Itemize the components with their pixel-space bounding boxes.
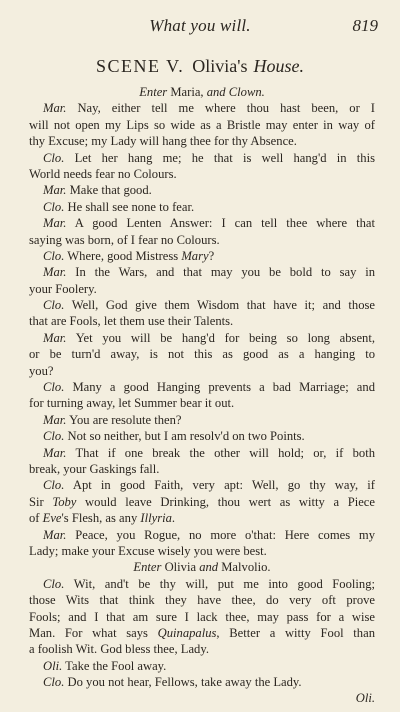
- speaker-name: Mar.: [43, 101, 67, 116]
- stage-direction: [29, 559, 375, 575]
- text-run: Enter: [133, 560, 165, 575]
- text-run: Let her hang me; he that is well hang'd in this: [64, 150, 375, 165]
- dialogue-line: [29, 494, 375, 510]
- dialogue-line: [29, 264, 375, 280]
- scene-location-name: Olivia's: [192, 56, 248, 76]
- speaker-name: Mar.: [43, 265, 67, 280]
- dialogue-line: [29, 182, 375, 198]
- running-title: What you will.: [149, 16, 251, 35]
- catchword: [29, 690, 375, 706]
- text-run: ?: [208, 248, 215, 263]
- dialogue-line: [29, 133, 375, 149]
- dialogue-line: [29, 100, 375, 116]
- dialogue-line: [29, 510, 375, 526]
- dialogue-line: [29, 674, 375, 690]
- speaker-name: Clo.: [43, 150, 65, 165]
- dialogue-line: [29, 395, 375, 411]
- scene-label: SCENE V.: [95, 56, 185, 76]
- text-run: .: [171, 511, 176, 526]
- text-run: Nay, either tell me where thou hast been, or I: [66, 101, 375, 116]
- dialogue-line: [29, 232, 375, 248]
- text-run: Enter: [139, 85, 171, 99]
- text-run: Mary: [181, 248, 209, 263]
- text-run: Well, God give them Wisdom that have it; and those: [64, 298, 375, 313]
- text-run: Yet you will be hang'd for being so long absent,: [66, 330, 375, 345]
- dialogue-line: [29, 412, 375, 428]
- text-run: will not open my Lips so wide as a Bristle may enter in way of: [29, 117, 375, 132]
- text-run: Illyria: [140, 511, 172, 526]
- text-run: You are resolute then?: [66, 412, 182, 427]
- text-run: Not so neither, but I am resolv'd on two Points.: [64, 429, 305, 444]
- dialogue-line: [29, 477, 375, 493]
- text-run: Malvolio.: [221, 560, 271, 575]
- dialogue-line: [29, 445, 375, 461]
- text-run: Sir: [29, 494, 53, 509]
- dialogue-line: [29, 527, 375, 543]
- dialogue-line: [29, 592, 375, 608]
- text-run: for turning away, let Summer bear it out.: [29, 396, 235, 411]
- speaker-name: Clo.: [43, 298, 65, 313]
- text-run: In the Wars, and that may you be bold to say in: [66, 265, 375, 280]
- speaker-name: Clo.: [43, 478, 65, 493]
- text-run: 's Flesh, as any: [61, 511, 141, 526]
- dialogue-line: [29, 166, 375, 182]
- dialogue-line: [29, 461, 375, 477]
- dialogue-line: [29, 281, 375, 297]
- speaker-name: Clo.: [43, 576, 65, 591]
- page-number: 819: [352, 16, 378, 35]
- text-run: Make that good.: [66, 183, 152, 198]
- dialogue-line: [29, 576, 375, 592]
- dialogue-line: [29, 313, 375, 329]
- text-run: Man. For what says: [29, 625, 158, 640]
- speaker-name: Mar.: [43, 527, 67, 542]
- speaker-name: Mar.: [43, 216, 67, 231]
- dialogue-line: [29, 543, 375, 559]
- dialogue-line: [29, 363, 375, 379]
- speaker-name: Clo.: [43, 429, 65, 444]
- text-run: Eve: [42, 511, 62, 526]
- speaker-name: Mar.: [43, 412, 67, 427]
- stage-direction: [29, 84, 375, 100]
- dialogue-line: [29, 330, 375, 346]
- text-run: Peace, you Rogue, no more o'that: Here comes my: [66, 527, 375, 542]
- speaker-name: Mar.: [43, 183, 67, 198]
- text-run: Many a good Hanging prevents a bad Marriage; and: [64, 380, 375, 395]
- text-run: Fools; and I that am sure I lack thee, may pass for a wise: [29, 609, 375, 624]
- speaker-name: Oli.: [43, 658, 63, 673]
- text-run: Oli.: [355, 691, 375, 706]
- play-text: [29, 84, 375, 707]
- speaker-name: Clo.: [43, 380, 65, 395]
- text-run: He shall see none to fear.: [64, 199, 195, 214]
- dialogue-line: [29, 117, 375, 133]
- text-run: World needs fear no Colours.: [29, 166, 177, 181]
- text-run: break, your Gaskings fall.: [29, 461, 160, 476]
- text-run: Lady; make your Excuse wisely you were best.: [29, 543, 267, 558]
- speaker-name: Clo.: [43, 199, 65, 214]
- dialogue-line: [29, 248, 375, 264]
- text-run: thy Excuse; my Lady will hang thee for thy Absence.: [29, 134, 297, 149]
- text-run: you?: [29, 363, 54, 378]
- dialogue-line: [29, 609, 375, 625]
- text-run: that are Fools, let them use their Talents.: [29, 314, 234, 329]
- text-run: Do you not hear, Fellows, take away the Lady.: [64, 675, 302, 690]
- dialogue-line: [29, 150, 375, 166]
- dialogue-line: [29, 215, 375, 231]
- text-run: Maria,: [170, 85, 204, 99]
- text-run: Wit, and't be thy will, put me into good Fooling;: [64, 576, 375, 591]
- text-run: saying was born, of I fear no Colours.: [29, 232, 220, 247]
- text-run: those Wits that think they have thee, do very oft prove: [29, 593, 375, 608]
- text-run: a foolish Wit. God bless thee, Lady.: [29, 642, 209, 657]
- text-run: and: [196, 560, 222, 575]
- speaker-name: Mar.: [43, 330, 67, 345]
- dialogue-line: [29, 297, 375, 313]
- text-run: Olivia: [164, 560, 197, 575]
- text-run: or be turn'd away, is not this as good as a hanging to: [29, 347, 375, 362]
- text-run: Quinapalus: [157, 625, 217, 640]
- text-run: your Foolery.: [29, 281, 97, 296]
- text-run: A good Lenten Answer: I can tell thee where that: [66, 216, 375, 231]
- dialogue-line: [29, 428, 375, 444]
- text-run: Take the Fool away.: [62, 658, 167, 673]
- text-run: , Better a witty Fool than: [216, 625, 375, 640]
- text-run: of: [29, 511, 43, 526]
- dialogue-line: [29, 658, 375, 674]
- text-run: Toby: [52, 494, 77, 509]
- dialogue-line: [29, 641, 375, 657]
- scene-location-word: House.: [253, 56, 305, 76]
- speaker-name: Clo.: [43, 248, 65, 263]
- text-run: Apt in good Faith, very apt: Well, go thy way, if: [64, 478, 375, 493]
- speaker-name: Mar.: [43, 445, 67, 460]
- scene-heading: [0, 56, 400, 77]
- text-run: and Clown.: [203, 85, 265, 99]
- dialogue-line: [29, 199, 375, 215]
- text-run: That if one break the other will hold; or, if both: [66, 445, 375, 460]
- dialogue-line: [29, 379, 375, 395]
- running-header: [0, 12, 400, 36]
- dialogue-line: [29, 346, 375, 362]
- dialogue-line: [29, 625, 375, 641]
- text-run: would leave Drinking, thou wert as witty a Piece: [76, 494, 375, 509]
- speaker-name: Clo.: [43, 675, 65, 690]
- text-run: Where, good Mistress: [64, 248, 182, 263]
